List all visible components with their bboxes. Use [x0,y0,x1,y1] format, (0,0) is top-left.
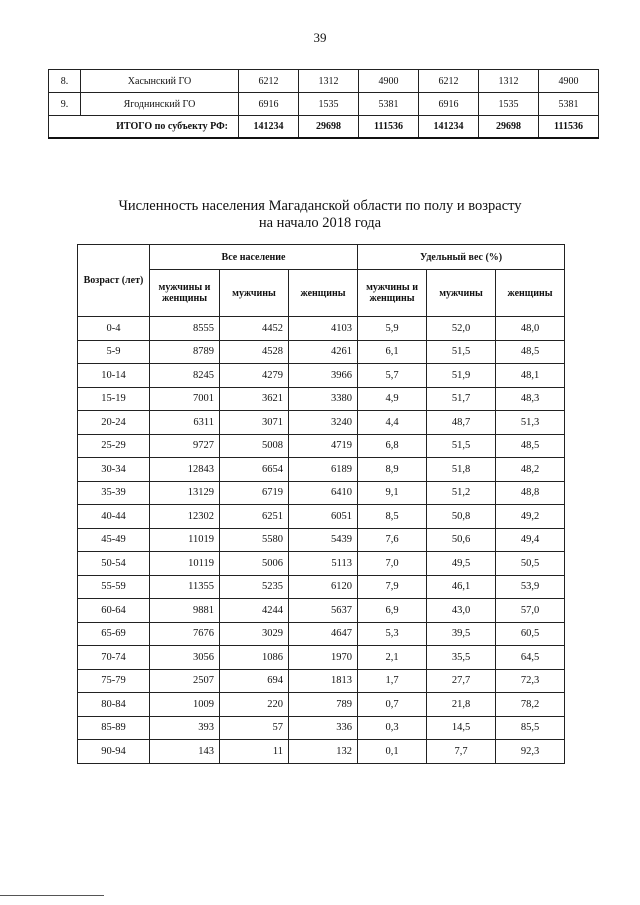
age-group: 85-89 [78,716,150,740]
header-all-population: Все население [150,245,358,270]
share-total-cell: 8,9 [358,458,427,482]
age-group: 90-94 [78,740,150,764]
share-men-cell: 43,0 [427,599,496,623]
table-row [49,70,599,93]
table-row [78,646,565,670]
table-row [78,387,565,411]
women-cell: 6410 [289,481,358,505]
total-cell: 12302 [150,505,220,529]
share-total-cell: 5,7 [358,364,427,388]
header-share-women: женщины [496,270,565,317]
table-row [78,552,565,576]
share-women-cell: 49,2 [496,505,565,529]
total-cell: 9727 [150,434,220,458]
share-total-cell: 7,0 [358,552,427,576]
women-cell: 3240 [289,411,358,435]
value-cell: 6212 [239,70,299,93]
total-cell: 13129 [150,481,220,505]
value-cell: 6212 [419,70,479,93]
share-women-cell: 85,5 [496,716,565,740]
total-cell: 7676 [150,622,220,646]
table-row [78,481,565,505]
value-cell: 6916 [239,93,299,116]
table-row [78,458,565,482]
table-row [78,528,565,552]
share-men-cell: 50,6 [427,528,496,552]
share-total-cell: 5,9 [358,317,427,341]
share-total-cell: 0,1 [358,740,427,764]
women-cell: 132 [289,740,358,764]
age-group: 10-14 [78,364,150,388]
age-group: 60-64 [78,599,150,623]
page-number: 39 [313,30,327,45]
total-cell: 143 [150,740,220,764]
total-cell: 12843 [150,458,220,482]
share-women-cell: 64,5 [496,646,565,670]
total-cell: 6311 [150,411,220,435]
table-title-line1: Численность населения Магаданской области по полу и возрасту [118,198,522,214]
share-women-cell: 53,9 [496,575,565,599]
men-cell: 5008 [220,434,289,458]
women-cell: 789 [289,693,358,717]
municipality-table-continuation [48,69,599,139]
population-by-age-table [77,244,565,764]
women-cell: 4261 [289,340,358,364]
age-group: 80-84 [78,693,150,717]
share-total-cell: 6,8 [358,434,427,458]
share-men-cell: 21,8 [427,693,496,717]
men-cell: 6251 [220,505,289,529]
total-cell: 3056 [150,646,220,670]
total-value: 111536 [539,116,599,139]
share-men-cell: 39,5 [427,622,496,646]
total-value: 141234 [419,116,479,139]
age-group: 0-4 [78,317,150,341]
share-men-cell: 51,7 [427,387,496,411]
share-total-cell: 1,7 [358,669,427,693]
age-group: 20-24 [78,411,150,435]
share-women-cell: 48,8 [496,481,565,505]
total-cell: 7001 [150,387,220,411]
table-row [78,364,565,388]
total-cell: 10119 [150,552,220,576]
total-cell: 8789 [150,340,220,364]
share-total-cell: 4,4 [358,411,427,435]
header-women: женщины [289,270,358,317]
share-men-cell: 50,8 [427,505,496,529]
age-group: 25-29 [78,434,150,458]
municipality-name: Ягоднинский ГО [81,93,239,116]
men-cell: 220 [220,693,289,717]
share-women-cell: 50,5 [496,552,565,576]
share-total-cell: 5,3 [358,622,427,646]
age-group: 5-9 [78,340,150,364]
row-number: 9. [49,93,81,116]
women-cell: 6189 [289,458,358,482]
women-cell: 4647 [289,622,358,646]
table-row [78,434,565,458]
share-women-cell: 78,2 [496,693,565,717]
share-total-cell: 0,7 [358,693,427,717]
total-cell: 11019 [150,528,220,552]
men-cell: 1086 [220,646,289,670]
header-both: мужчины и женщины [150,270,220,317]
age-group: 35-39 [78,481,150,505]
total-value: 111536 [359,116,419,139]
table-title [0,198,640,232]
header-group-row [78,245,565,270]
age-group: 45-49 [78,528,150,552]
women-cell: 4719 [289,434,358,458]
value-cell: 1312 [479,70,539,93]
age-group: 40-44 [78,505,150,529]
table-title-line2: на начало 2018 года [258,215,382,231]
women-cell: 1813 [289,669,358,693]
women-cell: 3380 [289,387,358,411]
share-women-cell: 48,5 [496,340,565,364]
table-row [78,740,565,764]
share-women-cell: 48,3 [496,387,565,411]
share-men-cell: 51,2 [427,481,496,505]
total-row [49,116,599,139]
share-total-cell: 6,9 [358,599,427,623]
value-cell: 4900 [539,70,599,93]
total-cell: 11355 [150,575,220,599]
age-group: 15-19 [78,387,150,411]
header-sub-row [78,270,565,317]
age-group: 50-54 [78,552,150,576]
share-women-cell: 57,0 [496,599,565,623]
share-total-cell: 2,1 [358,646,427,670]
age-group: 75-79 [78,669,150,693]
value-cell: 5381 [539,93,599,116]
men-cell: 4279 [220,364,289,388]
men-cell: 6719 [220,481,289,505]
share-total-cell: 7,9 [358,575,427,599]
share-men-cell: 49,5 [427,552,496,576]
share-total-cell: 4,9 [358,387,427,411]
men-cell: 4452 [220,317,289,341]
share-total-cell: 6,1 [358,340,427,364]
share-men-cell: 51,5 [427,434,496,458]
total-cell: 8245 [150,364,220,388]
share-men-cell: 7,7 [427,740,496,764]
value-cell: 1312 [299,70,359,93]
value-cell: 4900 [359,70,419,93]
total-label: ИТОГО по субъекту РФ: [49,116,239,139]
women-cell: 4103 [289,317,358,341]
share-women-cell: 49,4 [496,528,565,552]
women-cell: 6120 [289,575,358,599]
women-cell: 336 [289,716,358,740]
share-total-cell: 8,5 [358,505,427,529]
share-men-cell: 14,5 [427,716,496,740]
men-cell: 3029 [220,622,289,646]
total-cell: 9881 [150,599,220,623]
men-cell: 11 [220,740,289,764]
share-women-cell: 48,2 [496,458,565,482]
men-cell: 3621 [220,387,289,411]
women-cell: 6051 [289,505,358,529]
share-women-cell: 48,5 [496,434,565,458]
header-share: Удельный вес (%) [358,245,565,270]
share-women-cell: 48,0 [496,317,565,341]
men-cell: 5006 [220,552,289,576]
share-men-cell: 27,7 [427,669,496,693]
table-row [78,575,565,599]
header-men: мужчины [220,270,289,317]
men-cell: 3071 [220,411,289,435]
total-value: 29698 [299,116,359,139]
share-total-cell: 9,1 [358,481,427,505]
total-cell: 1009 [150,693,220,717]
age-group: 70-74 [78,646,150,670]
row-number: 8. [49,70,81,93]
women-cell: 5439 [289,528,358,552]
men-cell: 5235 [220,575,289,599]
table-row [78,716,565,740]
age-group: 30-34 [78,458,150,482]
value-cell: 5381 [359,93,419,116]
table-row [78,693,565,717]
share-men-cell: 51,5 [427,340,496,364]
value-cell: 1535 [479,93,539,116]
age-group: 65-69 [78,622,150,646]
share-women-cell: 60,5 [496,622,565,646]
women-cell: 5637 [289,599,358,623]
table-row [78,622,565,646]
share-men-cell: 51,9 [427,364,496,388]
age-group: 55-59 [78,575,150,599]
share-men-cell: 35,5 [427,646,496,670]
value-cell: 6916 [419,93,479,116]
footnote-separator [0,895,104,896]
table-row [78,317,565,341]
men-cell: 4244 [220,599,289,623]
share-men-cell: 46,1 [427,575,496,599]
total-cell: 393 [150,716,220,740]
total-cell: 8555 [150,317,220,341]
women-cell: 5113 [289,552,358,576]
share-women-cell: 92,3 [496,740,565,764]
men-cell: 57 [220,716,289,740]
men-cell: 694 [220,669,289,693]
total-value: 29698 [479,116,539,139]
men-cell: 4528 [220,340,289,364]
share-men-cell: 52,0 [427,317,496,341]
total-cell: 2507 [150,669,220,693]
share-men-cell: 51,8 [427,458,496,482]
men-cell: 6654 [220,458,289,482]
table-row [78,669,565,693]
share-women-cell: 48,1 [496,364,565,388]
value-cell: 1535 [299,93,359,116]
total-value: 141234 [239,116,299,139]
women-cell: 3966 [289,364,358,388]
table-row [78,599,565,623]
header-share-men: мужчины [427,270,496,317]
table-row [78,505,565,529]
table-row [49,93,599,116]
header-age: Возраст (лет) [78,245,150,317]
share-women-cell: 51,3 [496,411,565,435]
table-row [78,411,565,435]
share-total-cell: 0,3 [358,716,427,740]
share-total-cell: 7,6 [358,528,427,552]
share-women-cell: 72,3 [496,669,565,693]
women-cell: 1970 [289,646,358,670]
share-men-cell: 48,7 [427,411,496,435]
men-cell: 5580 [220,528,289,552]
table-row [78,340,565,364]
municipality-name: Хасынский ГО [81,70,239,93]
header-share-both: мужчины и женщины [358,270,427,317]
